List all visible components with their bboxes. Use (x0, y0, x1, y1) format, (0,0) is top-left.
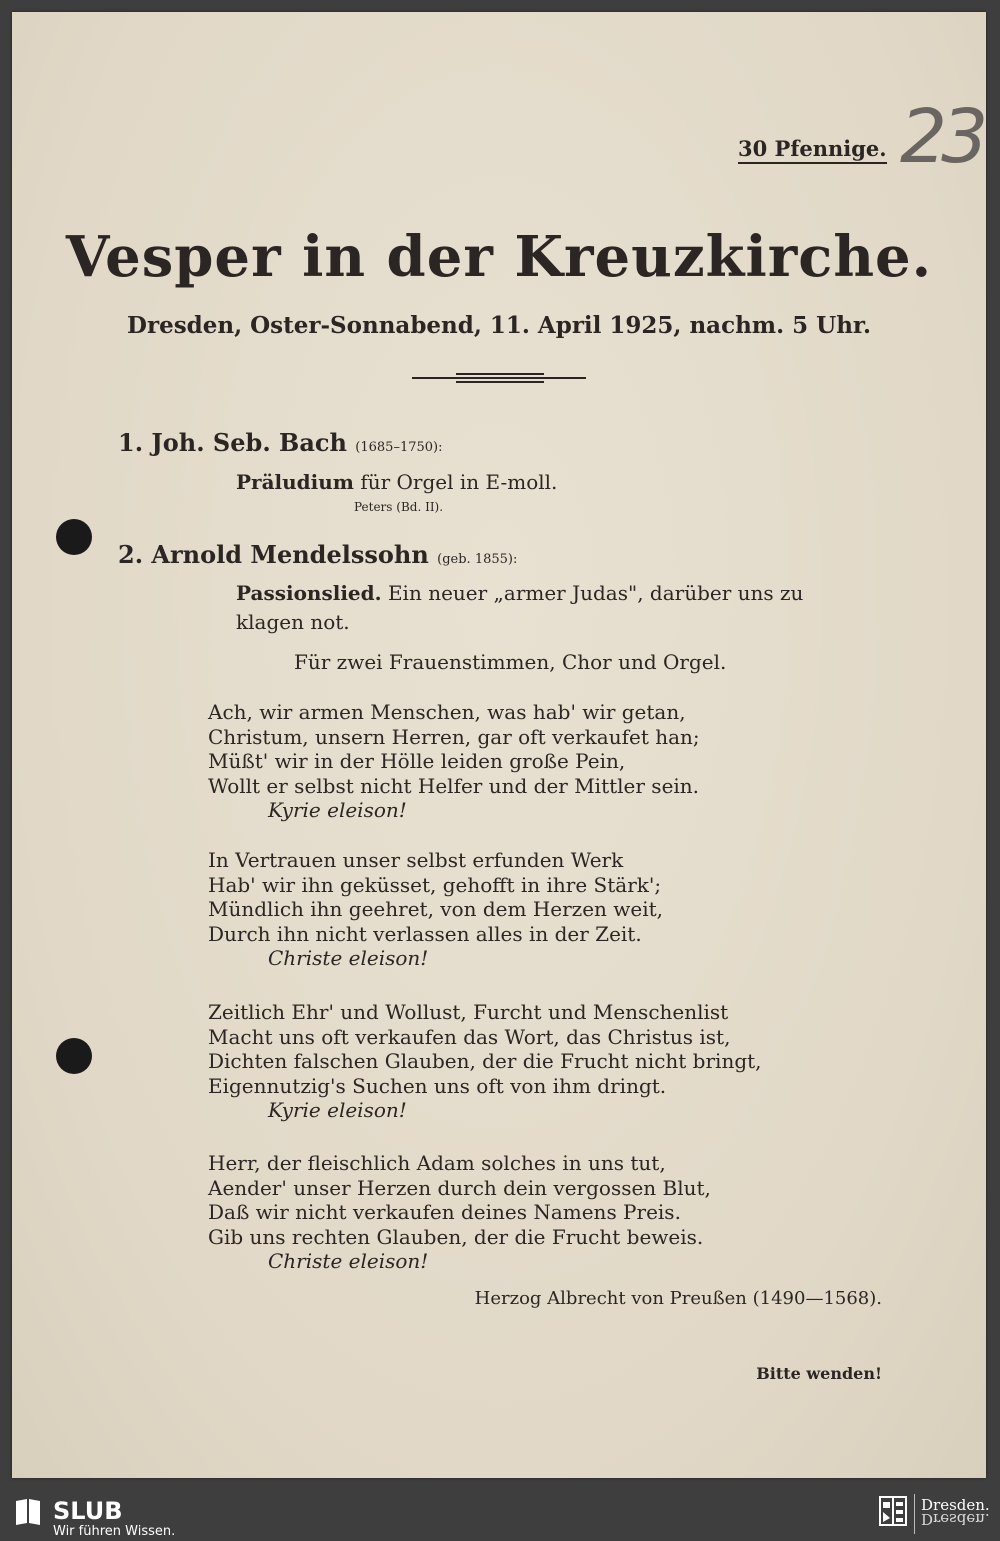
work-description: Ein neuer „armer Judas", darüber uns zu (387, 581, 804, 605)
slub-brand[interactable]: SLUB (53, 1497, 123, 1525)
dresden-label: Dresden. (921, 1496, 990, 1514)
slub-tagline: Wir führen Wissen. (53, 1524, 176, 1539)
edition-note: Peters (Bd. II). (354, 500, 444, 514)
verse-line: Herr, der fleischlich Adam solches in uns tut, (208, 1151, 666, 1175)
footer-divider (914, 1494, 915, 1534)
program-item-2-work-line-1 (236, 581, 803, 605)
verse-refrain: Kyrie eleison! (268, 798, 407, 822)
event-subtitle: Dresden, Oster-Sonnabend, 11. April 1925, nachm. 5 Uhr. (127, 312, 871, 339)
punch-hole (56, 519, 92, 555)
verse-line: Hab' wir ihn geküsset, gehofft in ihre Stärk'; (208, 872, 662, 897)
verse-refrain: Christe eleison! (268, 946, 429, 970)
verse-refrain: Christe eleison! (268, 1249, 429, 1273)
page-title: Vesper in der Kreuzkirche. (65, 224, 933, 290)
verse-line: Dichten falschen Glauben, der die Frucht nicht bringt, (208, 1049, 762, 1073)
verse-line: In Vertrauen unser selbst erfunden Werk (208, 848, 624, 872)
composer-name: 1. Joh. Seb. Bach (118, 428, 347, 457)
program-item-2-work-line-2: klagen not. (236, 610, 350, 634)
verse-line: Daß wir nicht verkaufen deines Namens Preis. (208, 1200, 681, 1224)
verse-2 (208, 848, 663, 971)
handwritten-number: 23 (900, 94, 983, 180)
work-description: für Orgel in E-moll. (360, 470, 558, 494)
dresden-label-mirror: Dresden. (921, 1510, 990, 1528)
scoring-note: Für zwei Frauenstimmen, Chor und Orgel. (294, 650, 727, 674)
verse-line: Macht uns oft verkaufen das Wort, das Christus ist, (208, 1024, 731, 1049)
verse-line: Zeitlich Ehr' und Wollust, Furcht und Menschenlist (208, 1000, 729, 1024)
document-page (12, 12, 986, 1478)
composer-name: 2. Arnold Mendelssohn (118, 540, 429, 569)
verse-line: Müßt' wir in der Hölle leiden große Pein, (208, 749, 626, 773)
turn-over-note: Bitte wenden! (756, 1364, 882, 1383)
ornament-rule (412, 377, 586, 379)
program-item-1-work (236, 470, 557, 494)
verse-line: Aender' unser Herzen durch dein vergossen Blut, (208, 1175, 711, 1200)
verse-line: Ach, wir armen Menschen, was hab' wir getan, (208, 700, 686, 724)
dresden-wordmark[interactable] (921, 1498, 990, 1526)
verse-line: Eigennutzig's Suchen uns oft von ihm dringt. (208, 1073, 667, 1098)
verse-line: Christum, unsern Herren, gar oft verkaufet han; (208, 724, 700, 749)
verse-line: Mündlich ihn geehret, von dem Herzen weit, (208, 897, 664, 921)
ornament-rule (456, 373, 544, 375)
dresden-crest-icon[interactable] (876, 1494, 910, 1528)
verse-4 (208, 1151, 711, 1274)
verse-3 (208, 1000, 762, 1123)
lyrics-author: Herzog Albrecht von Preußen (1490—1568). (474, 1288, 882, 1309)
work-title: Passionslied. (236, 581, 382, 605)
work-title: Präludium (236, 470, 354, 494)
program-item-1-heading (118, 428, 443, 457)
verse-line: Durch ihn nicht verlassen alles in der Zeit. (208, 921, 642, 946)
composer-dates: (geb. 1855): (437, 552, 518, 567)
verse-1 (208, 700, 700, 823)
verse-line: Wollt er selbst nicht Helfer und der Mittler sein. (208, 773, 700, 798)
price-label: 30 Pfennige. (738, 136, 887, 164)
book-icon[interactable] (14, 1497, 42, 1527)
verse-refrain: Kyrie eleison! (268, 1098, 407, 1122)
program-item-2-heading (118, 540, 517, 569)
verse-line: Gib uns rechten Glauben, der die Frucht beweis. (208, 1224, 704, 1249)
composer-dates: (1685–1750): (355, 440, 443, 455)
punch-hole (56, 1038, 92, 1074)
ornament-rule (456, 381, 544, 383)
